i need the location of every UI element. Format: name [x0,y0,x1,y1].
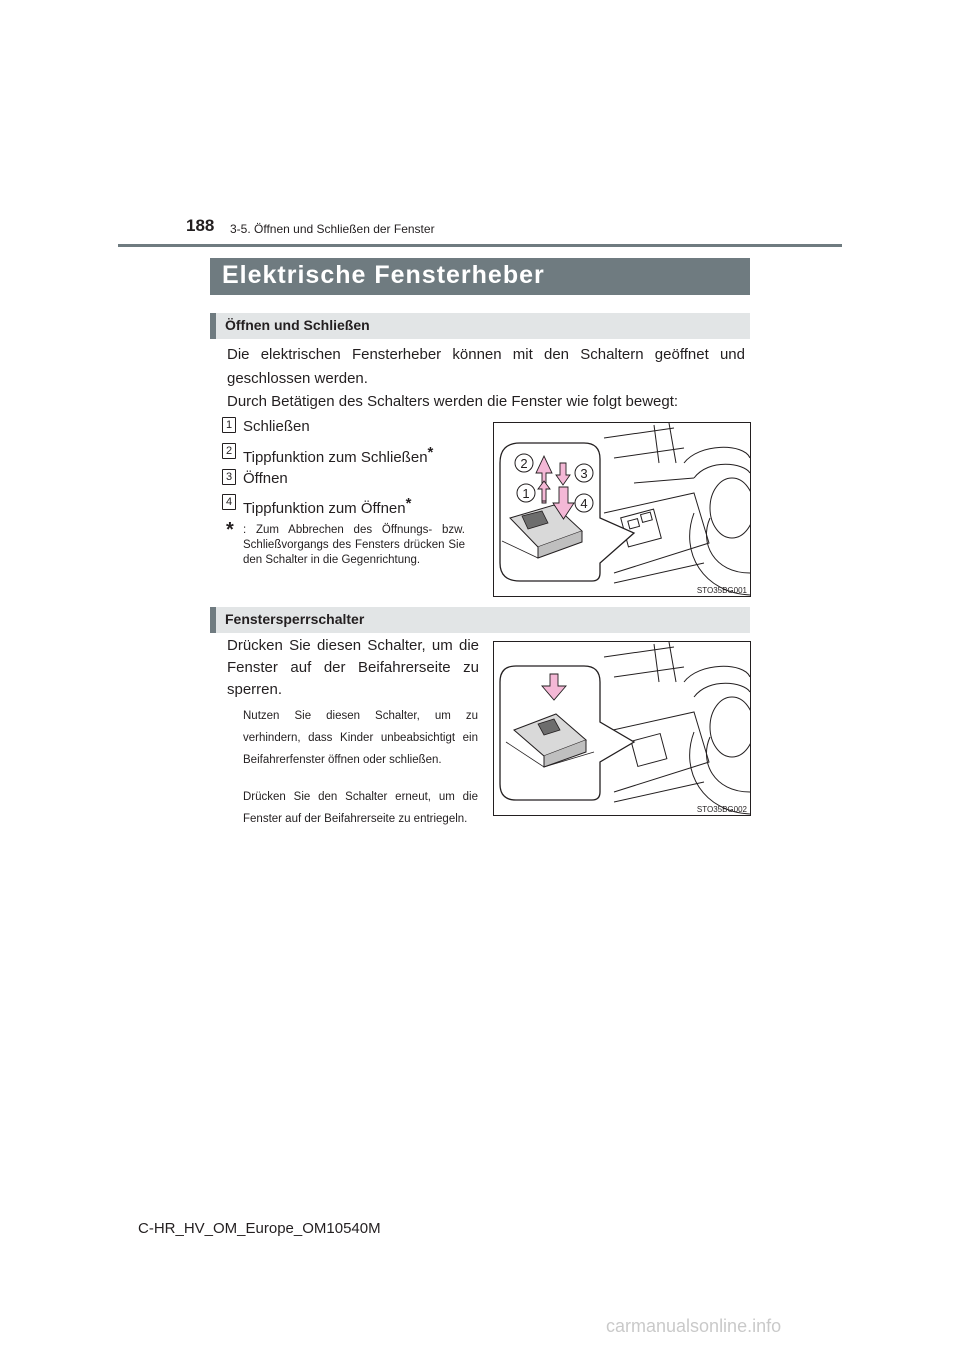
lock-note-2: Drücken Sie den Schalter erneut, um die Fenster auf der Beifahrerseite zu entriegeln. [243,791,478,825]
figure-lock-switch-illustration [494,642,750,815]
callout-1: 1 [522,486,530,501]
list-number-badge: 3 [222,469,236,485]
page-number: 188 [186,216,215,235]
lock-note-1: Nutzen Sie diesen Schalter, um zu verhindern, dass Kinder unbeabsichtigt ein Beifahrerfenster öffnen oder schließen. [243,710,478,766]
callout-3: 3 [580,466,588,481]
figure-code: STO35BG001 [696,586,747,595]
footnote-text: : Zum Abbrechen des Öffnungs- bzw. Schließvorgangs des Fensters drücken Sie den Schalter in die Gegenrichtung. [243,524,465,566]
list-number-badge: 1 [222,417,236,433]
figure-window-switch-illustration [494,423,750,596]
subheading-open-close [210,313,750,339]
document-code: C-HR_HV_OM_Europe_OM10540M [138,1220,381,1237]
list-item [243,444,433,466]
figure-window-switch [493,422,751,597]
list-item-text: Tippfunktion zum Schließen [243,449,428,466]
callout-4: 4 [580,496,588,511]
list-number-badge: 4 [222,494,236,510]
list-item [243,418,310,435]
list-item [243,470,288,487]
watermark: carmanualsonline.info [606,1316,782,1336]
footnote-star: * [405,495,412,512]
list-item-text: Tippfunktion zum Öffnen [243,500,406,517]
chapter-title: 3-5. Öffnen und Schließen der Fenster [230,222,435,236]
figure-lock-switch [493,641,751,816]
section-title-bar [210,258,750,295]
callout-2: 2 [520,456,528,471]
list-number-badge: 2 [222,443,236,459]
subheading-marker [210,313,216,339]
header-rule [118,244,842,247]
list-item-text: Öffnen [243,470,288,487]
list-item [243,495,411,517]
list-item-text: Schließen [243,418,310,435]
figure-code: STO35BG002 [696,805,747,814]
footnote-mark: * [226,519,234,541]
section-title: Elektrische Fensterheber [222,261,545,289]
subheading-lock-switch-text: Fenstersperrschalter [225,611,365,627]
subheading-lock-switch [210,607,750,633]
subheading-marker [210,607,216,633]
subheading-open-close-text: Öffnen und Schließen [225,317,370,333]
footnote-star: * [427,444,434,461]
lead-paragraph: Durch Betätigen des Schalters werden die Fenster wie folgt bewegt: [227,393,679,410]
lock-intro-paragraph: Drücken Sie diesen Schalter, um die Fenster auf der Beifahrerseite zu sperren. [227,637,479,698]
intro-paragraph: Die elektrischen Fensterheber können mit den Schaltern geöffnet und geschlossen werden. [227,346,745,387]
